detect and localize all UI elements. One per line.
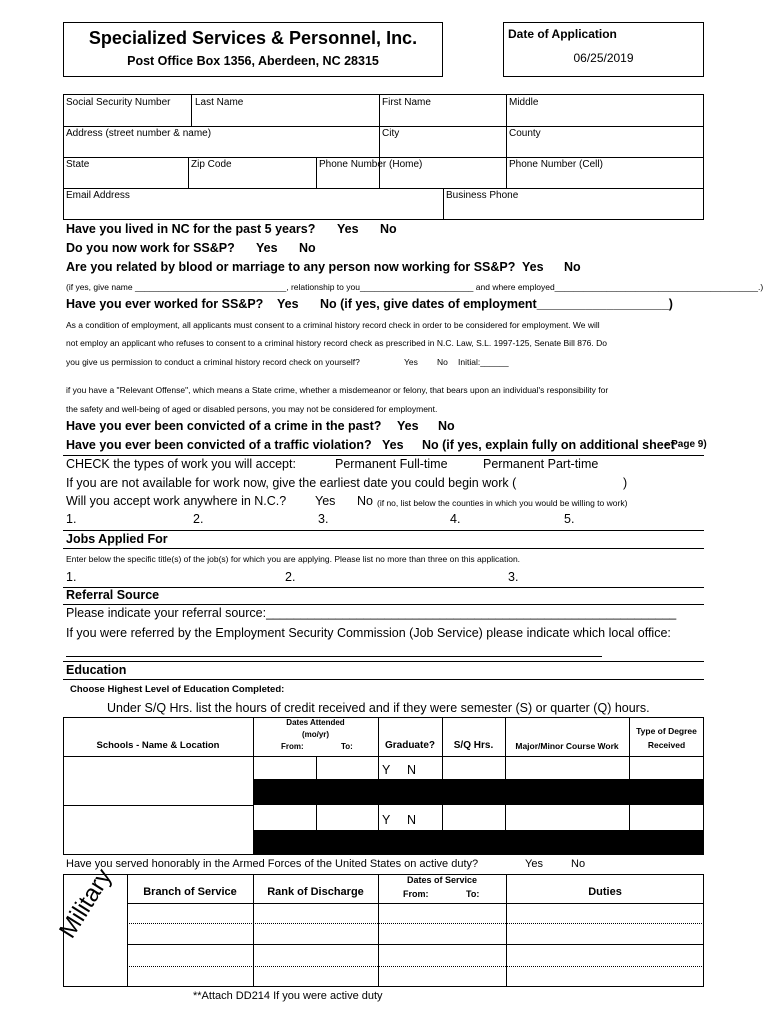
full-time-option[interactable]: Permanent Full-time bbox=[335, 457, 448, 471]
graduate-header: Graduate? bbox=[384, 740, 435, 751]
criminal-no[interactable]: No bbox=[437, 357, 448, 367]
education-row-1-shaded bbox=[254, 779, 704, 805]
anywhere-no[interactable]: No bbox=[357, 494, 373, 508]
service-from-header: From: bbox=[403, 889, 429, 899]
date-value[interactable]: 06/25/2019 bbox=[573, 51, 634, 65]
ssn-field[interactable]: Social Security Number bbox=[66, 97, 171, 108]
worked-question: Have you ever worked for SS&P? bbox=[66, 297, 264, 311]
zip-field[interactable]: Zip Code bbox=[191, 159, 232, 170]
graduate-n-1[interactable]: N bbox=[407, 763, 417, 777]
crime-question: Have you ever been convicted of a crime in the past? bbox=[66, 419, 382, 433]
criminal-text-3: you give us permission to conduct a criminal history record check on yourself? bbox=[66, 357, 360, 367]
referral-prompt[interactable]: Please indicate your referral source:___________________________________________________________ bbox=[66, 606, 677, 620]
first-name-field[interactable]: First Name bbox=[382, 97, 431, 108]
sq-header: S/Q Hrs. bbox=[453, 740, 494, 751]
job-3[interactable]: 3. bbox=[508, 570, 519, 584]
esc-office-prompt[interactable]: If you were referred by the Employment Security Commission (Job Service) please indicate which local office: bbox=[66, 626, 671, 640]
company-address: Post Office Box 1356, Aberdeen, NC 28315 bbox=[127, 54, 379, 68]
city-field[interactable]: City bbox=[382, 128, 400, 139]
related-details[interactable]: (if yes, give name ________________________________, relationship to you________________________ and where employed___________________________________________.) bbox=[66, 282, 764, 292]
earliest-date-close: ) bbox=[623, 476, 628, 490]
county-1[interactable]: 1. bbox=[66, 512, 77, 526]
service-dates-header: Dates of Service bbox=[406, 875, 478, 885]
work-now-no[interactable]: No bbox=[299, 241, 316, 255]
traffic-yes[interactable]: Yes bbox=[382, 438, 404, 452]
job-1[interactable]: 1. bbox=[66, 570, 77, 584]
county-4[interactable]: 4. bbox=[450, 512, 461, 526]
worked-yes[interactable]: Yes bbox=[277, 297, 299, 311]
earliest-date-label[interactable]: If you are not available for work now, give the earliest date you could begin work ( bbox=[66, 476, 517, 490]
major-header: Major/Minor Course Work bbox=[515, 741, 619, 751]
county-5[interactable]: 5. bbox=[564, 512, 575, 526]
date-label: Date of Application bbox=[508, 27, 617, 41]
schools-header: Schools - Name & Location bbox=[96, 740, 220, 751]
county-field[interactable]: County bbox=[509, 128, 541, 139]
service-to-header: To: bbox=[466, 889, 480, 899]
degree-header-1: Type of Degree bbox=[636, 726, 697, 736]
jobs-instructions: Enter below the specific title(s) of the job(s) for which you are applying. Please list no more than three on this application. bbox=[66, 554, 521, 564]
work-now-yes[interactable]: Yes bbox=[256, 241, 278, 255]
crime-no[interactable]: No bbox=[438, 419, 455, 433]
graduate-y-2[interactable]: Y bbox=[382, 813, 391, 827]
duties-header: Duties bbox=[588, 886, 622, 898]
traffic-no[interactable]: No (if yes, explain fully on additional sheet bbox=[422, 438, 675, 452]
graduate-n-2[interactable]: N bbox=[407, 813, 417, 827]
email-field[interactable]: Email Address bbox=[66, 190, 130, 201]
from-header: From: bbox=[281, 742, 304, 751]
worked-no-dates[interactable]: No (if yes, give dates of employment___________________) bbox=[320, 297, 673, 311]
page9-note: - Page 9) bbox=[665, 439, 707, 450]
last-name-field[interactable]: Last Name bbox=[195, 97, 244, 108]
phone-home-field[interactable]: Phone Number (Home) bbox=[319, 159, 423, 170]
lived-nc-no[interactable]: No bbox=[380, 222, 397, 236]
related-question: Are you related by blood or marriage to any person now working for SS&P? bbox=[66, 260, 516, 274]
related-no[interactable]: No bbox=[564, 260, 581, 274]
dates-header: Dates Attended bbox=[286, 718, 345, 727]
military-side-label: Military bbox=[54, 864, 118, 943]
middle-name-field[interactable]: Middle bbox=[509, 97, 539, 108]
job-2[interactable]: 2. bbox=[285, 570, 296, 584]
crime-yes[interactable]: Yes bbox=[397, 419, 419, 433]
company-name: Specialized Services & Personnel, Inc. bbox=[88, 28, 418, 48]
referral-title: Referral Source bbox=[66, 588, 160, 602]
traffic-question: Have you ever been convicted of a traffic violation? bbox=[66, 438, 372, 452]
work-now-question: Do you now work for SS&P? bbox=[66, 241, 235, 255]
education-title: Education bbox=[66, 663, 127, 677]
criminal-text-2: not employ an applicant who refuses to consent to a criminal history record check as prescribed in N.C. Law, S.L. 1997-125, Senate Bill 876. Do bbox=[66, 338, 607, 348]
county-2[interactable]: 2. bbox=[193, 512, 204, 526]
lived-nc-yes[interactable]: Yes bbox=[337, 222, 359, 236]
anywhere-yes[interactable]: Yes bbox=[315, 494, 336, 508]
criminal-initial[interactable]: Initial:______ bbox=[458, 357, 509, 367]
criminal-text-1: As a condition of employment, all applicants must consent to a criminal history record check in order to be considered for employment. We will bbox=[66, 320, 600, 330]
lived-nc-question: Have you lived in NC for the past 5 years? bbox=[66, 222, 316, 236]
anywhere-note: (if no, list below the counties in which you would be willing to work) bbox=[377, 498, 628, 508]
work-types-label: CHECK the types of work you will accept: bbox=[66, 457, 296, 471]
jobs-title: Jobs Applied For bbox=[66, 532, 168, 546]
military-yes[interactable]: Yes bbox=[525, 858, 543, 870]
education-instructions: Under S/Q Hrs. list the hours of credit received and if they were semester (S) or quarter (Q) hours. bbox=[107, 701, 650, 715]
military-question: Have you served honorably in the Armed Forces of the United States on active duty? bbox=[66, 858, 479, 870]
relevant-offense-2: the safety and well-being of aged or disabled persons, you may not be considered for employment. bbox=[66, 404, 438, 414]
branch-header: Branch of Service bbox=[143, 886, 237, 898]
business-phone-field[interactable]: Business Phone bbox=[446, 190, 519, 201]
part-time-option[interactable]: Permanent Part-time bbox=[483, 457, 599, 471]
relevant-offense-1: if you have a "Relevant Offense", which means a State crime, whether a misdemeanor or felony, that bears upon an individual's responsibility for bbox=[66, 385, 609, 395]
address-field[interactable]: Address (street number & name) bbox=[66, 128, 212, 139]
military-no[interactable]: No bbox=[571, 858, 586, 870]
phone-cell-field[interactable]: Phone Number (Cell) bbox=[509, 159, 603, 170]
related-yes[interactable]: Yes bbox=[522, 260, 544, 274]
degree-header-2: Received bbox=[647, 740, 686, 750]
graduate-y-1[interactable]: Y bbox=[382, 763, 391, 777]
dd214-note: **Attach DD214 If you were active duty bbox=[193, 990, 383, 1002]
to-header: To: bbox=[341, 742, 353, 751]
moyr-header: (mo/yr) bbox=[301, 730, 330, 739]
anywhere-question: Will you accept work anywhere in N.C.? bbox=[66, 494, 287, 508]
criminal-yes[interactable]: Yes bbox=[404, 357, 418, 367]
rank-header: Rank of Discharge bbox=[267, 886, 364, 898]
education-row-2-shaded bbox=[254, 830, 704, 855]
county-3[interactable]: 3. bbox=[318, 512, 329, 526]
education-choose: Choose Highest Level of Education Completed: bbox=[70, 684, 285, 695]
state-field[interactable]: State bbox=[66, 159, 90, 170]
